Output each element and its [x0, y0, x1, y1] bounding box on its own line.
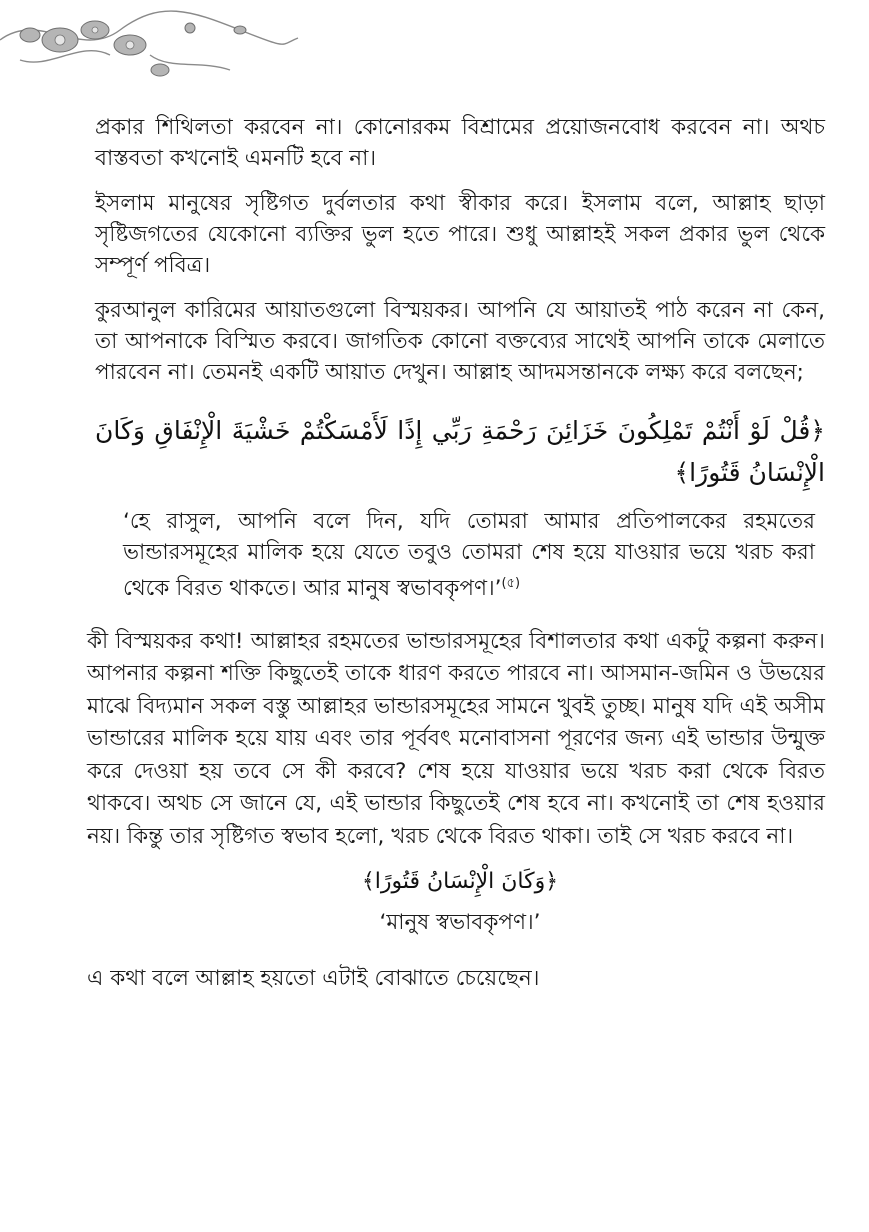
page-body: [87, 112, 825, 1015]
paragraph-2: ইসলাম মানুষের সৃষ্টিগত দুর্বলতার কথা স্বীকার করে। ইসলাম বলে, আল্লাহ ছাড়া সৃষ্টিজগতের যেকোনো ব্যক্তির ভুল হতে পারে। শুধু আল্লাহই সকল প্রকার ভুল থেকে সম্পূর্ণ পবিত্র।: [95, 191, 825, 278]
arabic-verse-line-1: ﴿قُلْ لَوْ أَنْتُمْ تَمْلِكُونَ خَزَائِنَ رَحْمَةِ رَبِّي إِذًا لَأَمْسَكْتُمْ خَشْيَةَ الْإِنْفَاقِ وَكَانَ: [95, 416, 825, 445]
arabic-verse-line-2: الْإِنْسَانُ قَتُورًا﴾: [674, 458, 825, 487]
floral-ornament: [0, 0, 300, 82]
footnote-marker: (৫): [501, 576, 521, 591]
paragraph-3: কুরআনুল কারিমের আয়াতগুলো বিস্ময়কর। আপনি যে আয়াতই পাঠ করেন না কেন, তা আপনাকে বিস্মিত করবে। জাগতিক কোনো বক্তব্যের সাথেই আপনি তাকে মেলাতে পারবেন না। তেমনই একটি আয়াত দেখুন। আল্লাহ আদমসন্তানকে লক্ষ্য করে বলছেন;: [95, 298, 825, 385]
paragraph-1: প্রকার শিথিলতা করবেন না। কোনোরকম বিশ্রামের প্রয়োজনবোধ করবেন না। অথচ বাস্তবতা কখনোই এমনটি হবে না।: [95, 115, 825, 171]
arabic-verse-short: ﴿وَكَانَ الْإِنْسَانُ قَتُورًا﴾: [361, 869, 559, 895]
paragraph-4: কী বিস্ময়কর কথা! আল্লাহর রহমতের ভান্ডারসমূহের বিশালতার কথা একটু কল্পনা করুন। আপনার কল্পনা শক্তি কিছুতেই তাকে ধারণ করতে পারবে না। আসমান-জমিন ও উভয়ের মাঝে বিদ্যমান সকল বস্তু আল্লাহর ভান্ডারসমূহের সামনে খুবই তুচ্ছ। মানুষ যদি এই অসীম ভান্ডারের মালিক হয়ে যায় এবং তার পূর্ববৎ মনোবাসনা পূরণের জন্য এই ভান্ডার উন্মুক্ত করে দেওয়া হয় তবে সে কী করবে? শেষ হয়ে যাওয়ার ভয়ে খরচ করা থেকে বিরত থাকবে। অথচ সে জানে যে, এই ভান্ডার কিছুতেই শেষ হবে না। কখনোই তা শেষ হওয়ার নয়। কিন্তু তার সৃষ্টিগত স্বভাব হলো, খরচ থেকে বিরত থাকা। তাই সে খরচ করবে না।: [87, 628, 825, 849]
verse-translation-text: ‘হে রাসুল, আপনি বলে দিন, যদি তোমরা আমার প্রতিপালকের রহমতের ভান্ডারসমূহের মালিক হয়ে যেতে তবুও তোমরা শেষ হয়ে যাওয়ার ভয়ে খরচ করা থেকে বিরত থাকতে। আর মানুষ স্বভাবকৃপণ।’: [123, 509, 815, 602]
verse-short-translation: ‘মানুষ স্বভাবকৃপণ।’: [379, 910, 541, 936]
verse-translation: [123, 506, 815, 604]
closing-line: এ কথা বলে আল্লাহ হয়তো এটাই বোঝাতে চেয়েছেন।: [87, 965, 540, 991]
